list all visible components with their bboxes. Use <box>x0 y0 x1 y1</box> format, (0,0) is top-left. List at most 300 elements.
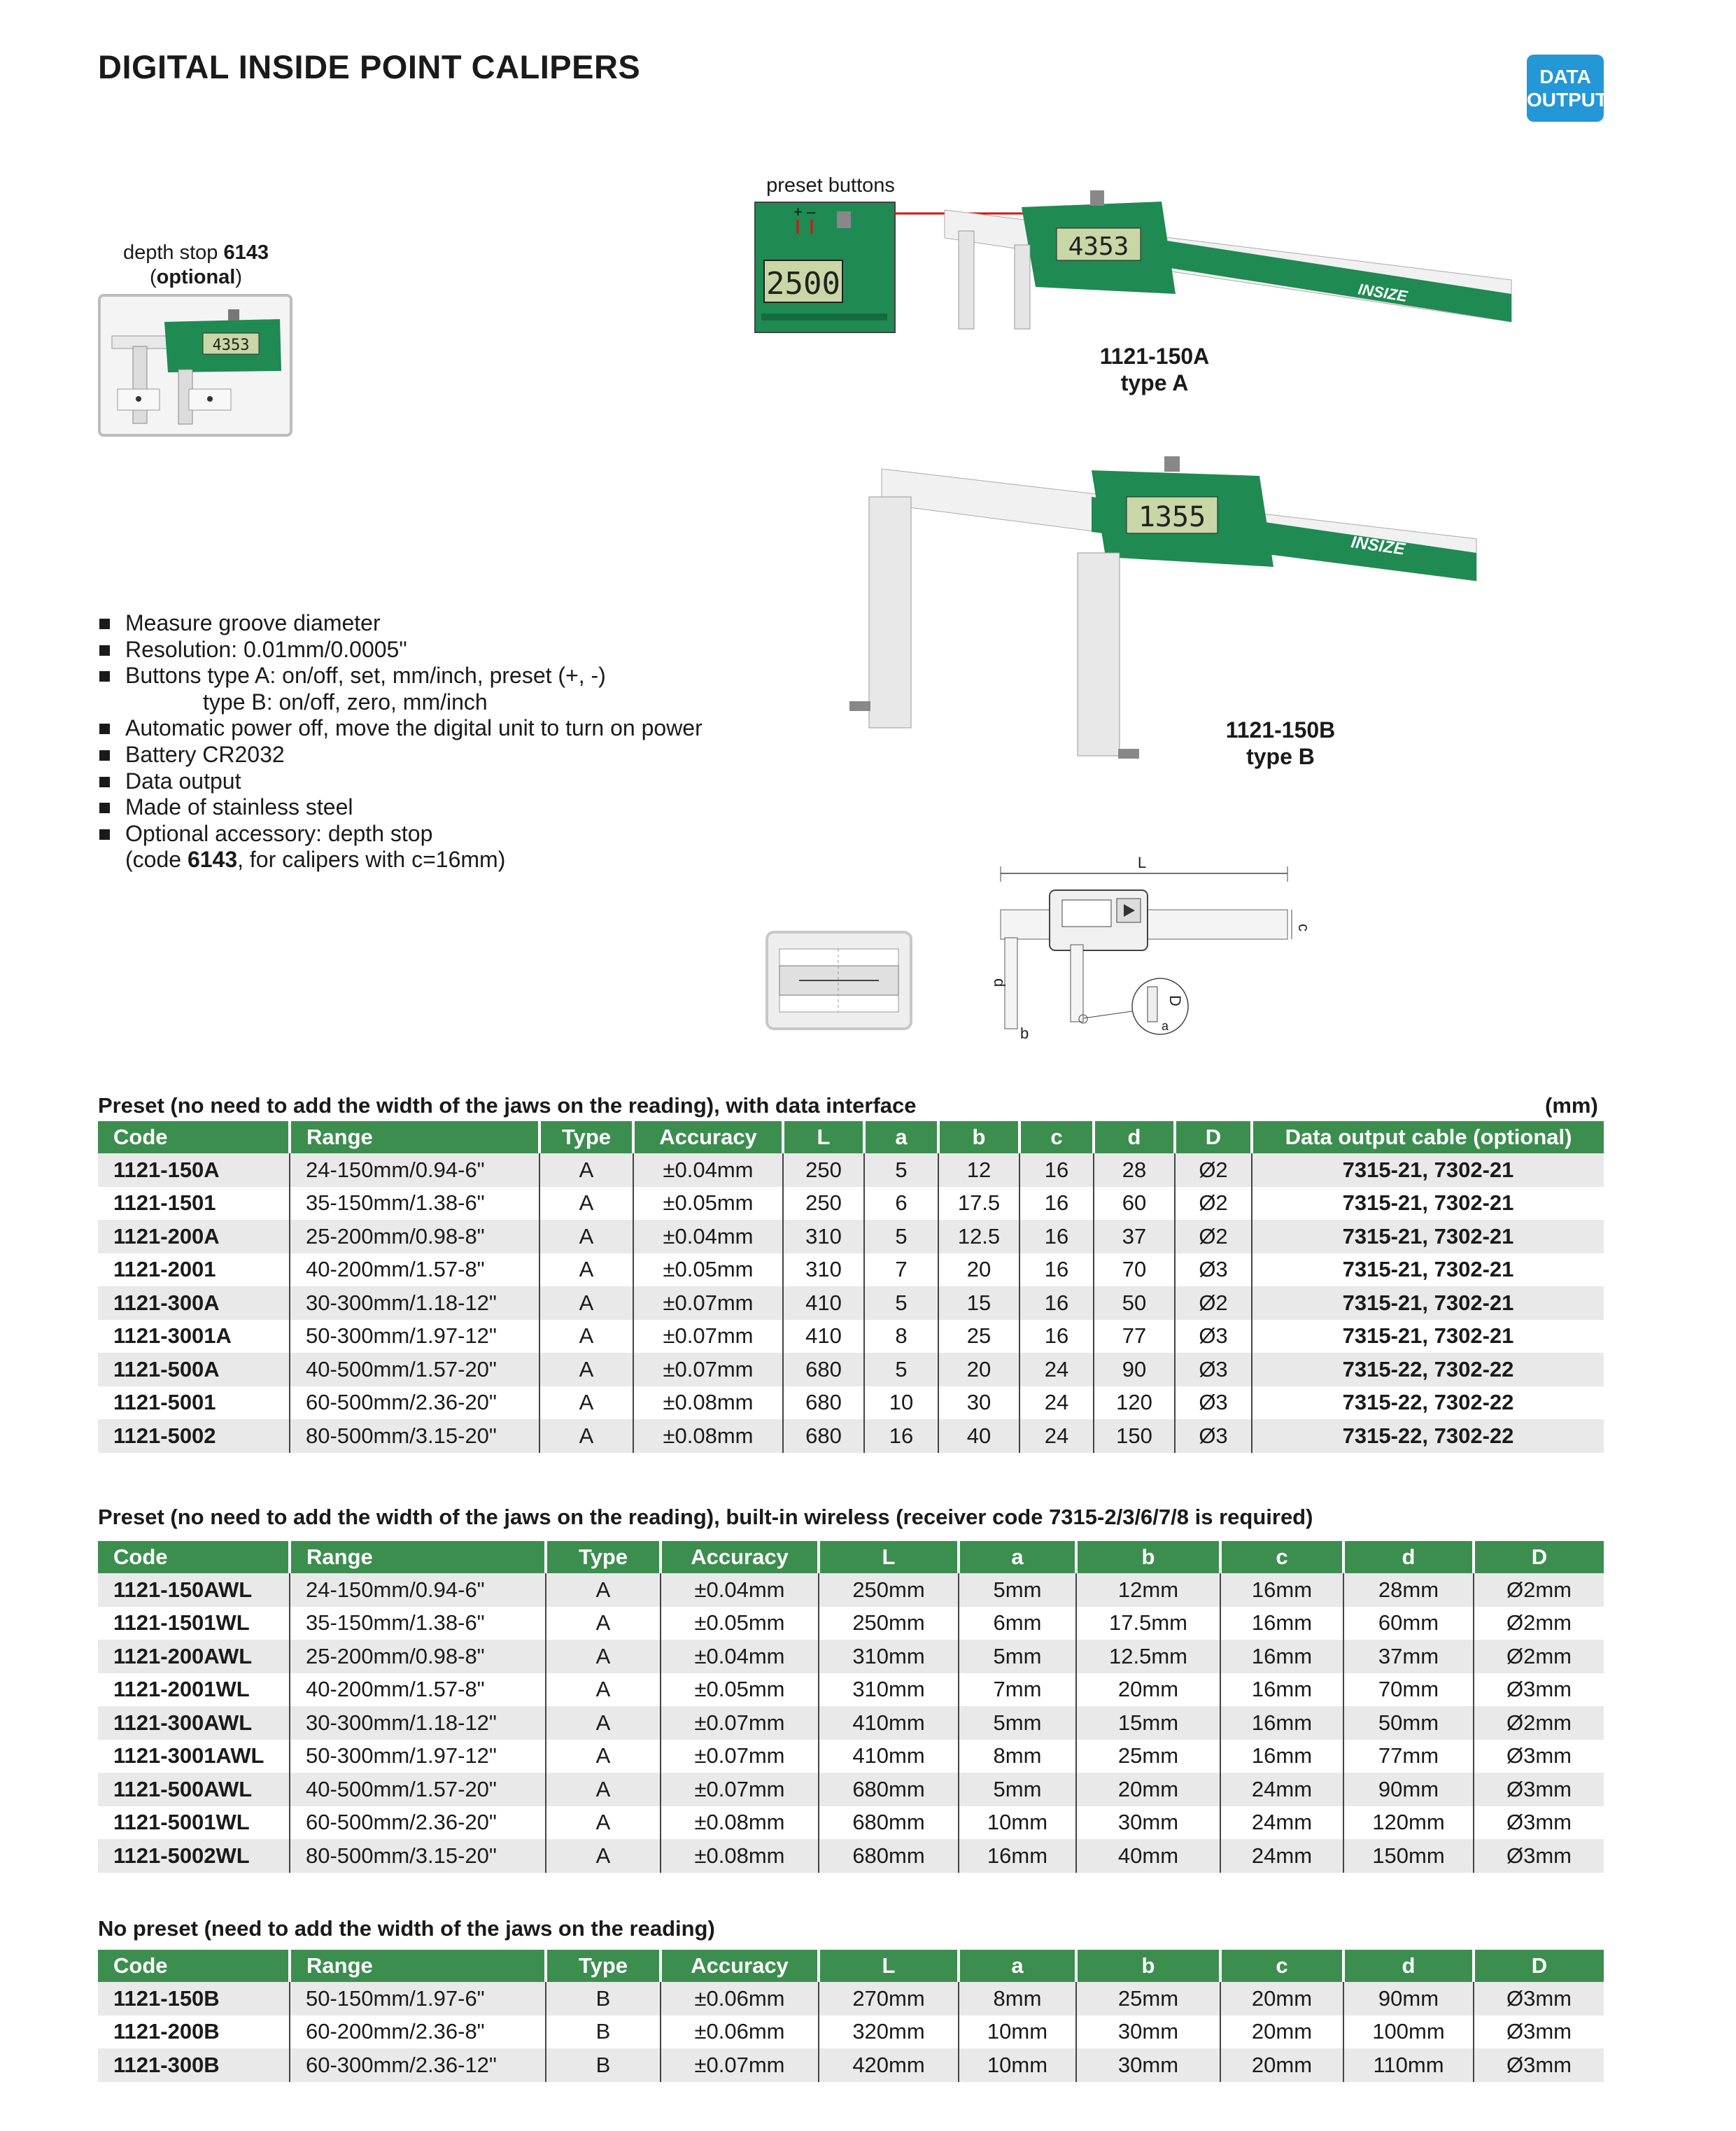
table-cell: 250mm <box>819 1573 959 1607</box>
column-header: Code <box>98 1121 290 1153</box>
preset-buttons-inset <box>754 202 896 333</box>
table-cell: 24mm <box>1220 1806 1343 1840</box>
product-code-cell: 1121-150A <box>98 1153 290 1187</box>
column-header: c <box>1019 1121 1094 1153</box>
table-cell: 20mm <box>1076 1673 1220 1707</box>
table-cell: 77 <box>1094 1320 1175 1353</box>
table-cell: 8mm <box>959 1982 1076 2016</box>
column-header: D <box>1474 1950 1604 1982</box>
spec-table-no-preset <box>98 1950 1604 2082</box>
product-code-cell: 1121-1501 <box>98 1187 290 1221</box>
column-header: c <box>1220 1950 1343 1982</box>
table-cell: 250mm <box>819 1607 959 1640</box>
dim-d: d <box>991 978 1008 987</box>
table-cell: 16mm <box>1220 1740 1343 1773</box>
table-cell: B <box>546 1982 661 2016</box>
table-cell: A <box>539 1320 633 1353</box>
table-cell: 20mm <box>1220 1982 1343 2016</box>
feature-item: Measure groove diameter <box>98 610 703 637</box>
table-cell: 70mm <box>1343 1673 1474 1707</box>
table-cell: Ø2mm <box>1474 1607 1604 1640</box>
product-code-cell: 1121-500A <box>98 1353 290 1386</box>
table-cell: 100mm <box>1343 2016 1474 2049</box>
table-cell: 20mm <box>1076 1773 1220 1806</box>
page-title: DIGITAL INSIDE POINT CALIPERS <box>98 48 641 85</box>
table-cell: 24 <box>1019 1419 1094 1453</box>
column-header: Accuracy <box>661 1541 819 1573</box>
product-code-cell: 1121-150AWL <box>98 1573 290 1607</box>
table-cell: 90 <box>1094 1353 1175 1386</box>
table-cell: 90mm <box>1343 1982 1474 2016</box>
caliper-type-a-image <box>938 189 1518 343</box>
type-a-brand: INSIZE <box>1357 280 1409 306</box>
column-header: b <box>1076 1950 1220 1982</box>
table-cell: A <box>546 1573 661 1607</box>
table-cell: 5 <box>864 1353 938 1386</box>
groove-cross-section <box>765 931 912 1030</box>
table-cell: Ø2mm <box>1474 1573 1604 1607</box>
table-cell: 16mm <box>1220 1706 1343 1740</box>
table-cell: ±0.05mm <box>661 1607 819 1640</box>
feature-item: Buttons type A: on/off, set, mm/inch, preset (+, -) <box>98 663 703 689</box>
table-cell: 40-200mm/1.57-8" <box>290 1253 539 1287</box>
table-cell: 410 <box>783 1320 864 1353</box>
table-cell: 60mm <box>1343 1607 1474 1640</box>
table-cell: A <box>539 1419 633 1453</box>
dimension-diagram <box>959 854 1313 1043</box>
table-cell: 24mm <box>1220 1773 1343 1806</box>
column-header: a <box>864 1121 938 1153</box>
table-cell: 30-300mm/1.18-12" <box>290 1706 546 1740</box>
dim-b: b <box>1020 1025 1029 1042</box>
type-b-brand: INSIZE <box>1350 533 1406 559</box>
table-cell: 7315-21, 7302-21 <box>1252 1320 1604 1353</box>
table-cell: 7315-22, 7302-22 <box>1252 1386 1604 1420</box>
table-cell: A <box>539 1353 633 1386</box>
column-header: d <box>1094 1121 1175 1153</box>
table-cell: Ø3mm <box>1474 1839 1604 1873</box>
table-cell: 5 <box>864 1153 938 1187</box>
feature-item: Optional accessory: depth stop <box>98 821 703 848</box>
column-header: a <box>959 1950 1076 1982</box>
table-cell: ±0.07mm <box>633 1353 783 1386</box>
model-a-code: 1121-150A <box>1099 344 1210 369</box>
table-cell: 25mm <box>1076 1982 1220 2016</box>
table-cell: 80-500mm/3.15-20" <box>290 1419 539 1453</box>
table-cell: 12.5mm <box>1076 1640 1220 1673</box>
bullet-icon <box>99 777 110 787</box>
feature-item: Battery CR2032 <box>98 742 703 768</box>
table-cell: 410mm <box>819 1740 959 1773</box>
table-cell: 24-150mm/0.94-6" <box>290 1573 546 1607</box>
table-row <box>98 1982 1604 2016</box>
table-cell: 50-150mm/1.97-6" <box>290 1982 546 2016</box>
table-cell: 5 <box>864 1286 938 1320</box>
table-cell: 16 <box>1019 1220 1094 1253</box>
table-cell: Ø2mm <box>1474 1640 1604 1673</box>
model-a-caption <box>1078 343 1232 396</box>
bullet-icon <box>99 619 110 629</box>
table1-unit: (mm) <box>1545 1093 1598 1118</box>
table-cell: 310mm <box>819 1640 959 1673</box>
column-header: Accuracy <box>633 1121 783 1153</box>
preset-plus-minus: + – <box>793 203 816 220</box>
table-row <box>98 1640 1604 1673</box>
table-cell: 8 <box>864 1320 938 1353</box>
dim-c: c <box>1295 924 1313 931</box>
table-row <box>98 2016 1604 2049</box>
depth-stop-readout: 4353 <box>212 337 250 354</box>
table-cell: 20 <box>938 1253 1019 1287</box>
table-cell: 16 <box>1019 1286 1094 1320</box>
table-cell: ±0.07mm <box>661 1773 819 1806</box>
table-cell: Ø3 <box>1175 1419 1252 1453</box>
table-cell: 16mm <box>959 1839 1076 1873</box>
table-cell: 120 <box>1094 1386 1175 1420</box>
feature-item: Made of stainless steel <box>98 794 703 821</box>
table-cell: 680mm <box>819 1773 959 1806</box>
table-cell: 680 <box>783 1419 864 1453</box>
table-cell: 50-300mm/1.97-12" <box>290 1740 546 1773</box>
table-cell: 250 <box>783 1153 864 1187</box>
table-cell: ±0.05mm <box>661 1673 819 1707</box>
table-cell: ±0.04mm <box>633 1220 783 1253</box>
table-cell: 16mm <box>1220 1573 1343 1607</box>
feature-item: Data output <box>98 768 703 795</box>
table-cell: ±0.07mm <box>633 1320 783 1353</box>
table-cell: Ø2 <box>1175 1220 1252 1253</box>
table-cell: 35-150mm/1.38-6" <box>290 1187 539 1221</box>
table-cell: 25-200mm/0.98-8" <box>290 1640 546 1673</box>
table-row <box>98 1839 1604 1873</box>
features-list <box>98 610 703 873</box>
product-code-cell: 1121-200AWL <box>98 1640 290 1673</box>
table-cell: 60 <box>1094 1187 1175 1221</box>
table-cell: 28mm <box>1343 1573 1474 1607</box>
column-header: L <box>783 1121 864 1153</box>
table-cell: 90mm <box>1343 1773 1474 1806</box>
table-cell: 8mm <box>959 1740 1076 1773</box>
table-cell: Ø3 <box>1175 1386 1252 1420</box>
table-cell: 10 <box>864 1386 938 1420</box>
table-cell: 7315-21, 7302-21 <box>1252 1286 1604 1320</box>
table-row <box>98 1320 1604 1353</box>
table-cell: 680 <box>783 1386 864 1420</box>
table-cell: A <box>546 1806 661 1840</box>
table-cell: A <box>546 1706 661 1740</box>
column-header: D <box>1474 1541 1604 1573</box>
table-cell: Ø3mm <box>1474 1673 1604 1707</box>
column-header: Data output cable (optional) <box>1252 1121 1604 1153</box>
table-cell: 24 <box>1019 1386 1094 1420</box>
type-a-readout: 4353 <box>1068 232 1129 261</box>
column-header: Range <box>290 1121 539 1153</box>
table-cell: 5mm <box>959 1573 1076 1607</box>
table-cell: ±0.07mm <box>633 1286 783 1320</box>
badge-line-2: OUTPUT <box>1527 89 1608 111</box>
column-header: a <box>959 1541 1076 1573</box>
feature-item-continued: (code 6143 , for calipers with c=16mm) <box>125 847 506 873</box>
table-cell: 16 <box>1019 1153 1094 1187</box>
table-row <box>98 1386 1604 1420</box>
data-output-badge <box>1527 55 1608 122</box>
table-cell: Ø2 <box>1175 1286 1252 1320</box>
table-row <box>98 1187 1604 1221</box>
product-code-cell: 1121-5001WL <box>98 1806 290 1840</box>
table-cell: 15mm <box>1076 1706 1220 1740</box>
table-cell: 16 <box>1019 1320 1094 1353</box>
table-cell: A <box>546 1773 661 1806</box>
table-cell: 35-150mm/1.38-6" <box>290 1607 546 1640</box>
spec-table-wireless <box>98 1541 1604 1873</box>
table-cell: 10mm <box>959 2048 1076 2082</box>
table-cell: 5mm <box>959 1640 1076 1673</box>
caliper-type-b-image <box>840 455 1483 777</box>
table2-caption: Preset (no need to add the width of the jaws on the reading), built-in wireless (receiver code 7315-2/3/6/7/8 is required) <box>98 1505 1313 1529</box>
column-header: Type <box>546 1541 661 1573</box>
product-code-cell: 1121-200B <box>98 2016 290 2049</box>
table-cell: A <box>546 1673 661 1707</box>
column-header: d <box>1343 1950 1474 1982</box>
table-cell: Ø3mm <box>1474 2016 1604 2049</box>
table-cell: 37mm <box>1343 1640 1474 1673</box>
table-cell: 410mm <box>819 1706 959 1740</box>
table-cell: 120mm <box>1343 1806 1474 1840</box>
product-code-cell: 1121-300B <box>98 2048 290 2082</box>
bullet-icon <box>99 645 110 656</box>
preset-buttons-label: preset buttons <box>766 174 895 197</box>
depth-stop-image <box>98 294 292 437</box>
table-cell: 7315-22, 7302-22 <box>1252 1419 1604 1453</box>
table-cell: 40-200mm/1.57-8" <box>290 1673 546 1707</box>
table-cell: 150 <box>1094 1419 1175 1453</box>
table-cell: Ø2mm <box>1474 1706 1604 1740</box>
type-b-readout: 1355 <box>1138 501 1206 533</box>
table-cell: 24mm <box>1220 1839 1343 1873</box>
table-cell: 30-300mm/1.18-12" <box>290 1286 539 1320</box>
table-cell: 40-500mm/1.57-20" <box>290 1353 539 1386</box>
model-b-caption <box>1204 717 1357 770</box>
bullet-icon <box>99 671 110 682</box>
table-row <box>98 1419 1604 1453</box>
table-cell: ±0.06mm <box>661 1982 819 2016</box>
table-cell: 16 <box>864 1419 938 1453</box>
model-a-type: type A <box>1120 370 1189 395</box>
table-cell: 20mm <box>1220 2016 1343 2049</box>
depth-stop-caption: depth stop 6143 (optional) <box>122 241 269 288</box>
product-code-cell: 1121-500AWL <box>98 1773 290 1806</box>
column-header: D <box>1175 1121 1252 1153</box>
bullet-icon <box>99 803 110 813</box>
model-b-type: type B <box>1246 744 1315 769</box>
table-row <box>98 1153 1604 1187</box>
table1-caption: Preset (no need to add the width of the jaws on the reading), with data interface <box>98 1093 917 1118</box>
table-cell: 30mm <box>1076 1806 1220 1840</box>
dim-a: a <box>1162 1019 1169 1033</box>
table-cell: 40 <box>938 1419 1019 1453</box>
depth-stop-label: depth stop <box>122 241 218 264</box>
table-cell: 7315-21, 7302-21 <box>1252 1253 1604 1287</box>
table-row <box>98 1353 1604 1386</box>
table-cell: 17.5 <box>938 1187 1019 1221</box>
table-cell: ±0.05mm <box>633 1253 783 1287</box>
table-cell: 17.5mm <box>1076 1607 1220 1640</box>
column-header: b <box>938 1121 1019 1153</box>
table-cell: 310 <box>783 1253 864 1287</box>
table-cell: 40-500mm/1.57-20" <box>290 1773 546 1806</box>
product-code-cell: 1121-5002 <box>98 1419 290 1453</box>
column-header: Range <box>290 1541 546 1573</box>
table-row <box>98 1253 1604 1287</box>
table-cell: 25 <box>938 1320 1019 1353</box>
column-header: b <box>1076 1541 1220 1573</box>
table-cell: 7315-21, 7302-21 <box>1252 1153 1604 1187</box>
table-cell: ±0.08mm <box>661 1806 819 1840</box>
table-cell: 30mm <box>1076 2016 1220 2049</box>
table-cell: 24-150mm/0.94-6" <box>290 1153 539 1187</box>
table-cell: ±0.04mm <box>661 1640 819 1673</box>
table-row <box>98 1607 1604 1640</box>
table-cell: 5 <box>864 1220 938 1253</box>
column-header: Type <box>539 1121 633 1153</box>
table-cell: 50 <box>1094 1286 1175 1320</box>
table-header-row <box>98 1950 1604 1982</box>
table-cell: A <box>546 1839 661 1873</box>
table-cell: ±0.08mm <box>633 1419 783 1453</box>
product-code-cell: 1121-300AWL <box>98 1706 290 1740</box>
table-cell: 680 <box>783 1353 864 1386</box>
table3-caption: No preset (need to add the width of the jaws on the reading) <box>98 1916 715 1941</box>
table-row <box>98 1773 1604 1806</box>
table-cell: ±0.05mm <box>633 1187 783 1221</box>
table-cell: Ø3 <box>1175 1253 1252 1287</box>
table-cell: 16 <box>1019 1253 1094 1287</box>
table-cell: 10mm <box>959 1806 1076 1840</box>
table-row <box>98 1706 1604 1740</box>
table-row <box>98 1673 1604 1707</box>
badge-line-1: DATA <box>1539 66 1591 87</box>
table-cell: A <box>539 1386 633 1420</box>
table-cell: 410 <box>783 1286 864 1320</box>
product-code-cell: 1121-5001 <box>98 1386 290 1420</box>
table-cell: 28 <box>1094 1153 1175 1187</box>
table-cell: 320mm <box>819 2016 959 2049</box>
table-cell: 80-500mm/3.15-20" <box>290 1839 546 1873</box>
table-cell: 24 <box>1019 1353 1094 1386</box>
column-header: c <box>1220 1541 1343 1573</box>
table-cell: Ø3mm <box>1474 1773 1604 1806</box>
table-cell: 420mm <box>819 2048 959 2082</box>
table-cell: 60-300mm/2.36-12" <box>290 2048 546 2082</box>
table-cell: 150mm <box>1343 1839 1474 1873</box>
table-cell: 20mm <box>1220 2048 1343 2082</box>
table-cell: 110mm <box>1343 2048 1474 2082</box>
table-cell: 7 <box>864 1253 938 1287</box>
product-code-cell: 1121-5002WL <box>98 1839 290 1873</box>
feature-item: Resolution: 0.01mm/0.0005" <box>98 637 703 663</box>
table-cell: 40mm <box>1076 1839 1220 1873</box>
table-row <box>98 1740 1604 1773</box>
table-cell: 25-200mm/0.98-8" <box>290 1220 539 1253</box>
column-header: Code <box>98 1541 290 1573</box>
table-cell: 50-300mm/1.97-12" <box>290 1320 539 1353</box>
product-code-cell: 1121-150B <box>98 1982 290 2016</box>
depth-stop-code: 6143 <box>223 241 269 264</box>
table-cell: B <box>546 2048 661 2082</box>
table-cell: Ø2 <box>1175 1153 1252 1187</box>
column-header: L <box>819 1950 959 1982</box>
table-cell: 10mm <box>959 2016 1076 2049</box>
table-cell: Ø3mm <box>1474 1806 1604 1840</box>
column-header: Type <box>546 1950 661 1982</box>
table-cell: A <box>539 1253 633 1287</box>
column-header: Range <box>290 1950 546 1982</box>
bullet-icon <box>99 829 110 840</box>
table-cell: 6mm <box>959 1607 1076 1640</box>
table-row <box>98 1573 1604 1607</box>
table-cell: A <box>546 1740 661 1773</box>
depth-stop-optional: optional <box>156 266 236 288</box>
table-cell: A <box>539 1220 633 1253</box>
table-cell: 7315-21, 7302-21 <box>1252 1220 1604 1253</box>
spec-table-data-interface <box>98 1121 1604 1453</box>
table-cell: Ø2 <box>1175 1187 1252 1221</box>
table-cell: 60-500mm/2.36-20" <box>290 1806 546 1840</box>
table-cell: 12 <box>938 1153 1019 1187</box>
table-cell: 20 <box>938 1353 1019 1386</box>
table-cell: 16mm <box>1220 1673 1343 1707</box>
table-cell: 60-500mm/2.36-20" <box>290 1386 539 1420</box>
column-header: d <box>1343 1541 1474 1573</box>
table-cell: 680mm <box>819 1839 959 1873</box>
table-cell: 7mm <box>959 1673 1076 1707</box>
table-cell: 6 <box>864 1187 938 1221</box>
bullet-icon <box>99 750 110 761</box>
table-cell: A <box>546 1640 661 1673</box>
table-cell: 70 <box>1094 1253 1175 1287</box>
table-cell: 50mm <box>1343 1706 1474 1740</box>
table-cell: ±0.04mm <box>661 1573 819 1607</box>
table-cell: A <box>539 1187 633 1221</box>
table-cell: A <box>539 1153 633 1187</box>
table-cell: 25mm <box>1076 1740 1220 1773</box>
table-cell: 5mm <box>959 1706 1076 1740</box>
table-row <box>98 2048 1604 2082</box>
table-cell: Ø3 <box>1175 1353 1252 1386</box>
feature-item-continued: type B: on/off, zero, mm/inch <box>203 689 488 715</box>
product-code-cell: 1121-3001A <box>98 1320 290 1353</box>
table-cell: 16mm <box>1220 1640 1343 1673</box>
table-cell: 16 <box>1019 1187 1094 1221</box>
table-cell: Ø3 <box>1175 1320 1252 1353</box>
product-code-cell: 1121-2001 <box>98 1253 290 1287</box>
product-code-cell: 1121-2001WL <box>98 1673 290 1707</box>
column-header: Code <box>98 1950 290 1982</box>
product-code-cell: 1121-1501WL <box>98 1607 290 1640</box>
product-code-cell: 1121-200A <box>98 1220 290 1253</box>
table-cell: ±0.07mm <box>661 1740 819 1773</box>
table-cell: ±0.08mm <box>661 1839 819 1873</box>
table-cell: 310 <box>783 1220 864 1253</box>
table-cell: 12.5 <box>938 1220 1019 1253</box>
table-cell: ±0.07mm <box>661 2048 819 2082</box>
table-cell: B <box>546 2016 661 2049</box>
table-cell: Ø3mm <box>1474 2048 1604 2082</box>
table-header-row <box>98 1541 1604 1573</box>
table-cell: 250 <box>783 1187 864 1221</box>
table-cell: 5mm <box>959 1773 1076 1806</box>
table-row <box>98 1806 1604 1840</box>
